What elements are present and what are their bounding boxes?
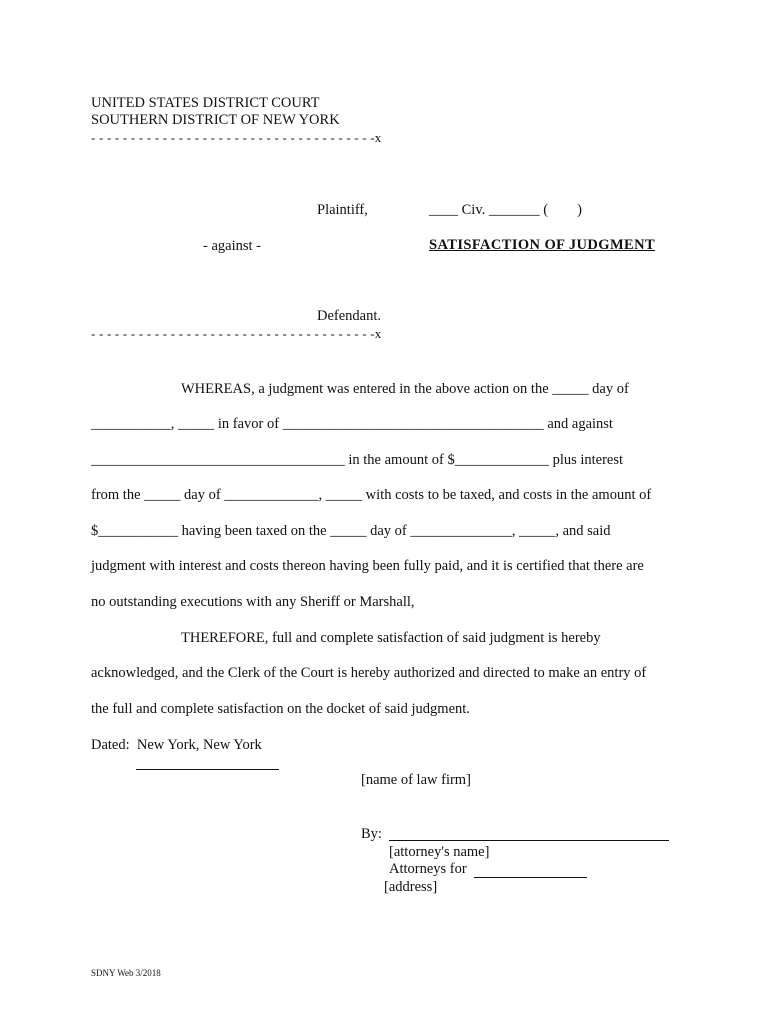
plaintiff-label: Plaintiff, <box>317 202 368 218</box>
case-number: ____ Civ. _______ ( ) <box>429 202 582 218</box>
defendant-label: Defendant. <box>317 308 382 324</box>
dated-line: Dated: New York, New York <box>91 737 262 753</box>
attorneys-for-label: Attorneys for <box>389 861 467 877</box>
attorney-name: [attorney's name] <box>389 844 490 860</box>
body-line: no outstanding executions with any Sheriff or Marshall, <box>91 594 415 610</box>
body-line: the full and complete satisfaction on the docket of said judgment. <box>91 701 470 717</box>
body-line: ___________, _____ in favor of ____________________________________ and against <box>91 416 613 432</box>
by-label: By: <box>361 826 382 842</box>
caption-separator-top: - - - - - - - - - - - - - - - - - - - - - - - - - - - - - - - - - - - -x <box>91 130 382 145</box>
body-line: from the _____ day of _____________, _____ with costs to be taxed, and costs in the amount of <box>91 487 652 503</box>
address-label: [address] <box>384 879 438 895</box>
document-title: SATISFACTION OF JUDGMENT <box>429 237 656 253</box>
caption-separator-bottom: - - - - - - - - - - - - - - - - - - - - - - - - - - - - - - - - - - - -x <box>91 326 382 341</box>
against-label: - against - <box>203 238 261 254</box>
body-line: judgment with interest and costs thereon having been fully paid, and it is certified that there are <box>91 558 644 574</box>
body-line: ___________________________________ in the amount of $_____________ plus interest <box>91 452 624 468</box>
date-signature-line <box>136 769 279 770</box>
client-name-line <box>474 877 587 878</box>
law-firm-name: [name of law firm] <box>361 772 471 788</box>
footer-version: SDNY Web 3/2018 <box>91 968 161 978</box>
body-line: $___________ having been taxed on the _____ day of ______________, _____, and said <box>91 523 611 539</box>
attorney-signature-line <box>389 840 669 841</box>
court-name: UNITED STATES DISTRICT COURT <box>91 95 320 111</box>
body-line: THEREFORE, full and complete satisfaction of said judgment is hereby <box>181 630 601 646</box>
court-district: SOUTHERN DISTRICT OF NEW YORK <box>91 112 340 128</box>
body-line: WHEREAS, a judgment was entered in the above action on the _____ day of <box>181 381 629 397</box>
body-line: acknowledged, and the Clerk of the Court is hereby authorized and directed to make an entry of <box>91 665 647 681</box>
